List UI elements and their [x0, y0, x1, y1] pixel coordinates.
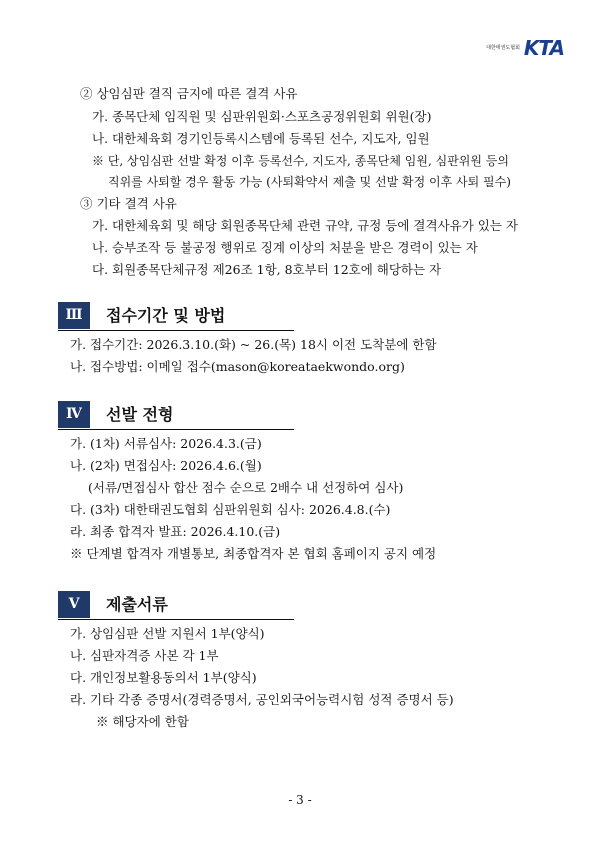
item3-a: 가. 대한체육회 및 해당 회원종목단체 관련 규약, 규정 등에 결격사유가 있는 자 — [92, 218, 518, 233]
s4-line-1: 가. (1차) 서류심사: 2026.4.3.(금) — [70, 436, 262, 451]
section-4-title: 선발 전형 — [106, 405, 174, 424]
s5-note: ※ 해당자에 한함 — [96, 714, 189, 729]
section-3-heading — [58, 302, 294, 331]
s5-line-1: 가. 상임심판 선발 지원서 1부(양식) — [70, 626, 265, 641]
s4-line-3: (서류/면접심사 합산 점수 순으로 2배수 내 선정하여 심사) — [88, 480, 404, 495]
s4-line-2: 나. (2차) 면접심사: 2026.4.6.(월) — [70, 458, 262, 473]
section-5-title: 제출서류 — [106, 595, 168, 614]
section-4-number: Ⅳ — [58, 401, 90, 428]
section-3-number: Ⅲ — [58, 302, 90, 329]
s4-note: ※ 단계별 합격자 개별통보, 최종합격자 본 협회 홈페이지 공지 예정 — [70, 546, 437, 561]
kta-logo-mark: KTA — [523, 36, 564, 60]
item2-a: 가. 종목단체 임직원 및 심판위원회·스포츠공정위원회 위원(장) — [92, 109, 432, 124]
s5-line-2: 나. 심판자격증 사본 각 1부 — [70, 648, 219, 663]
item3-c: 다. 회원종목단체규정 제26조 1항, 8호부터 12호에 해당하는 자 — [92, 262, 442, 277]
item2-note-2: 직위를 사퇴할 경우 활동 가능 (사퇴확약서 제출 및 선발 확정 이후 사퇴 필수) — [108, 175, 511, 189]
section-5-heading — [58, 591, 294, 620]
item2-title: ② 상임심판 결직 금지에 따른 결격 사유 — [80, 86, 298, 101]
s3-line-1: 가. 접수기간: 2026.3.10.(화) ~ 26.(목) 18시 이전 도착분에 한함 — [70, 337, 437, 352]
section-5-number: Ⅴ — [58, 591, 90, 618]
item2-b: 나. 대한체육회 경기인등록시스템에 등록된 선수, 지도자, 임원 — [92, 131, 430, 146]
item3-b: 나. 승부조작 등 불공정 행위로 징계 이상의 처분을 받은 경력이 있는 자 — [92, 240, 478, 255]
org-name: 대한태권도협회 — [486, 45, 520, 51]
s4-line-5: 라. 최종 합격자 발표: 2026.4.10.(금) — [70, 524, 281, 539]
section-3-title: 접수기간 및 방법 — [106, 306, 226, 325]
s3-line-2: 나. 접수방법: 이메일 접수(mason@koreataekwondo.org) — [70, 359, 405, 374]
s5-line-4: 라. 기타 각종 증명서(경력증명서, 공인외국어능력시험 성적 증명서 등) — [70, 692, 454, 707]
page-number: - 3 - — [288, 793, 312, 807]
item3-title: ③ 기타 결격 사유 — [80, 196, 177, 211]
kta-logo — [486, 36, 564, 60]
item2-note-1: ※ 단, 상임심판 선발 확정 이후 등록선수, 지도자, 종목단체 임원, 심판위원 등의 — [92, 154, 509, 168]
s4-line-4: 다. (3차) 대한태권도협회 심판위원회 심사: 2026.4.8.(수) — [70, 502, 391, 517]
section-4-heading — [58, 401, 294, 430]
s5-line-3: 다. 개인정보활용동의서 1부(양식) — [70, 670, 257, 685]
